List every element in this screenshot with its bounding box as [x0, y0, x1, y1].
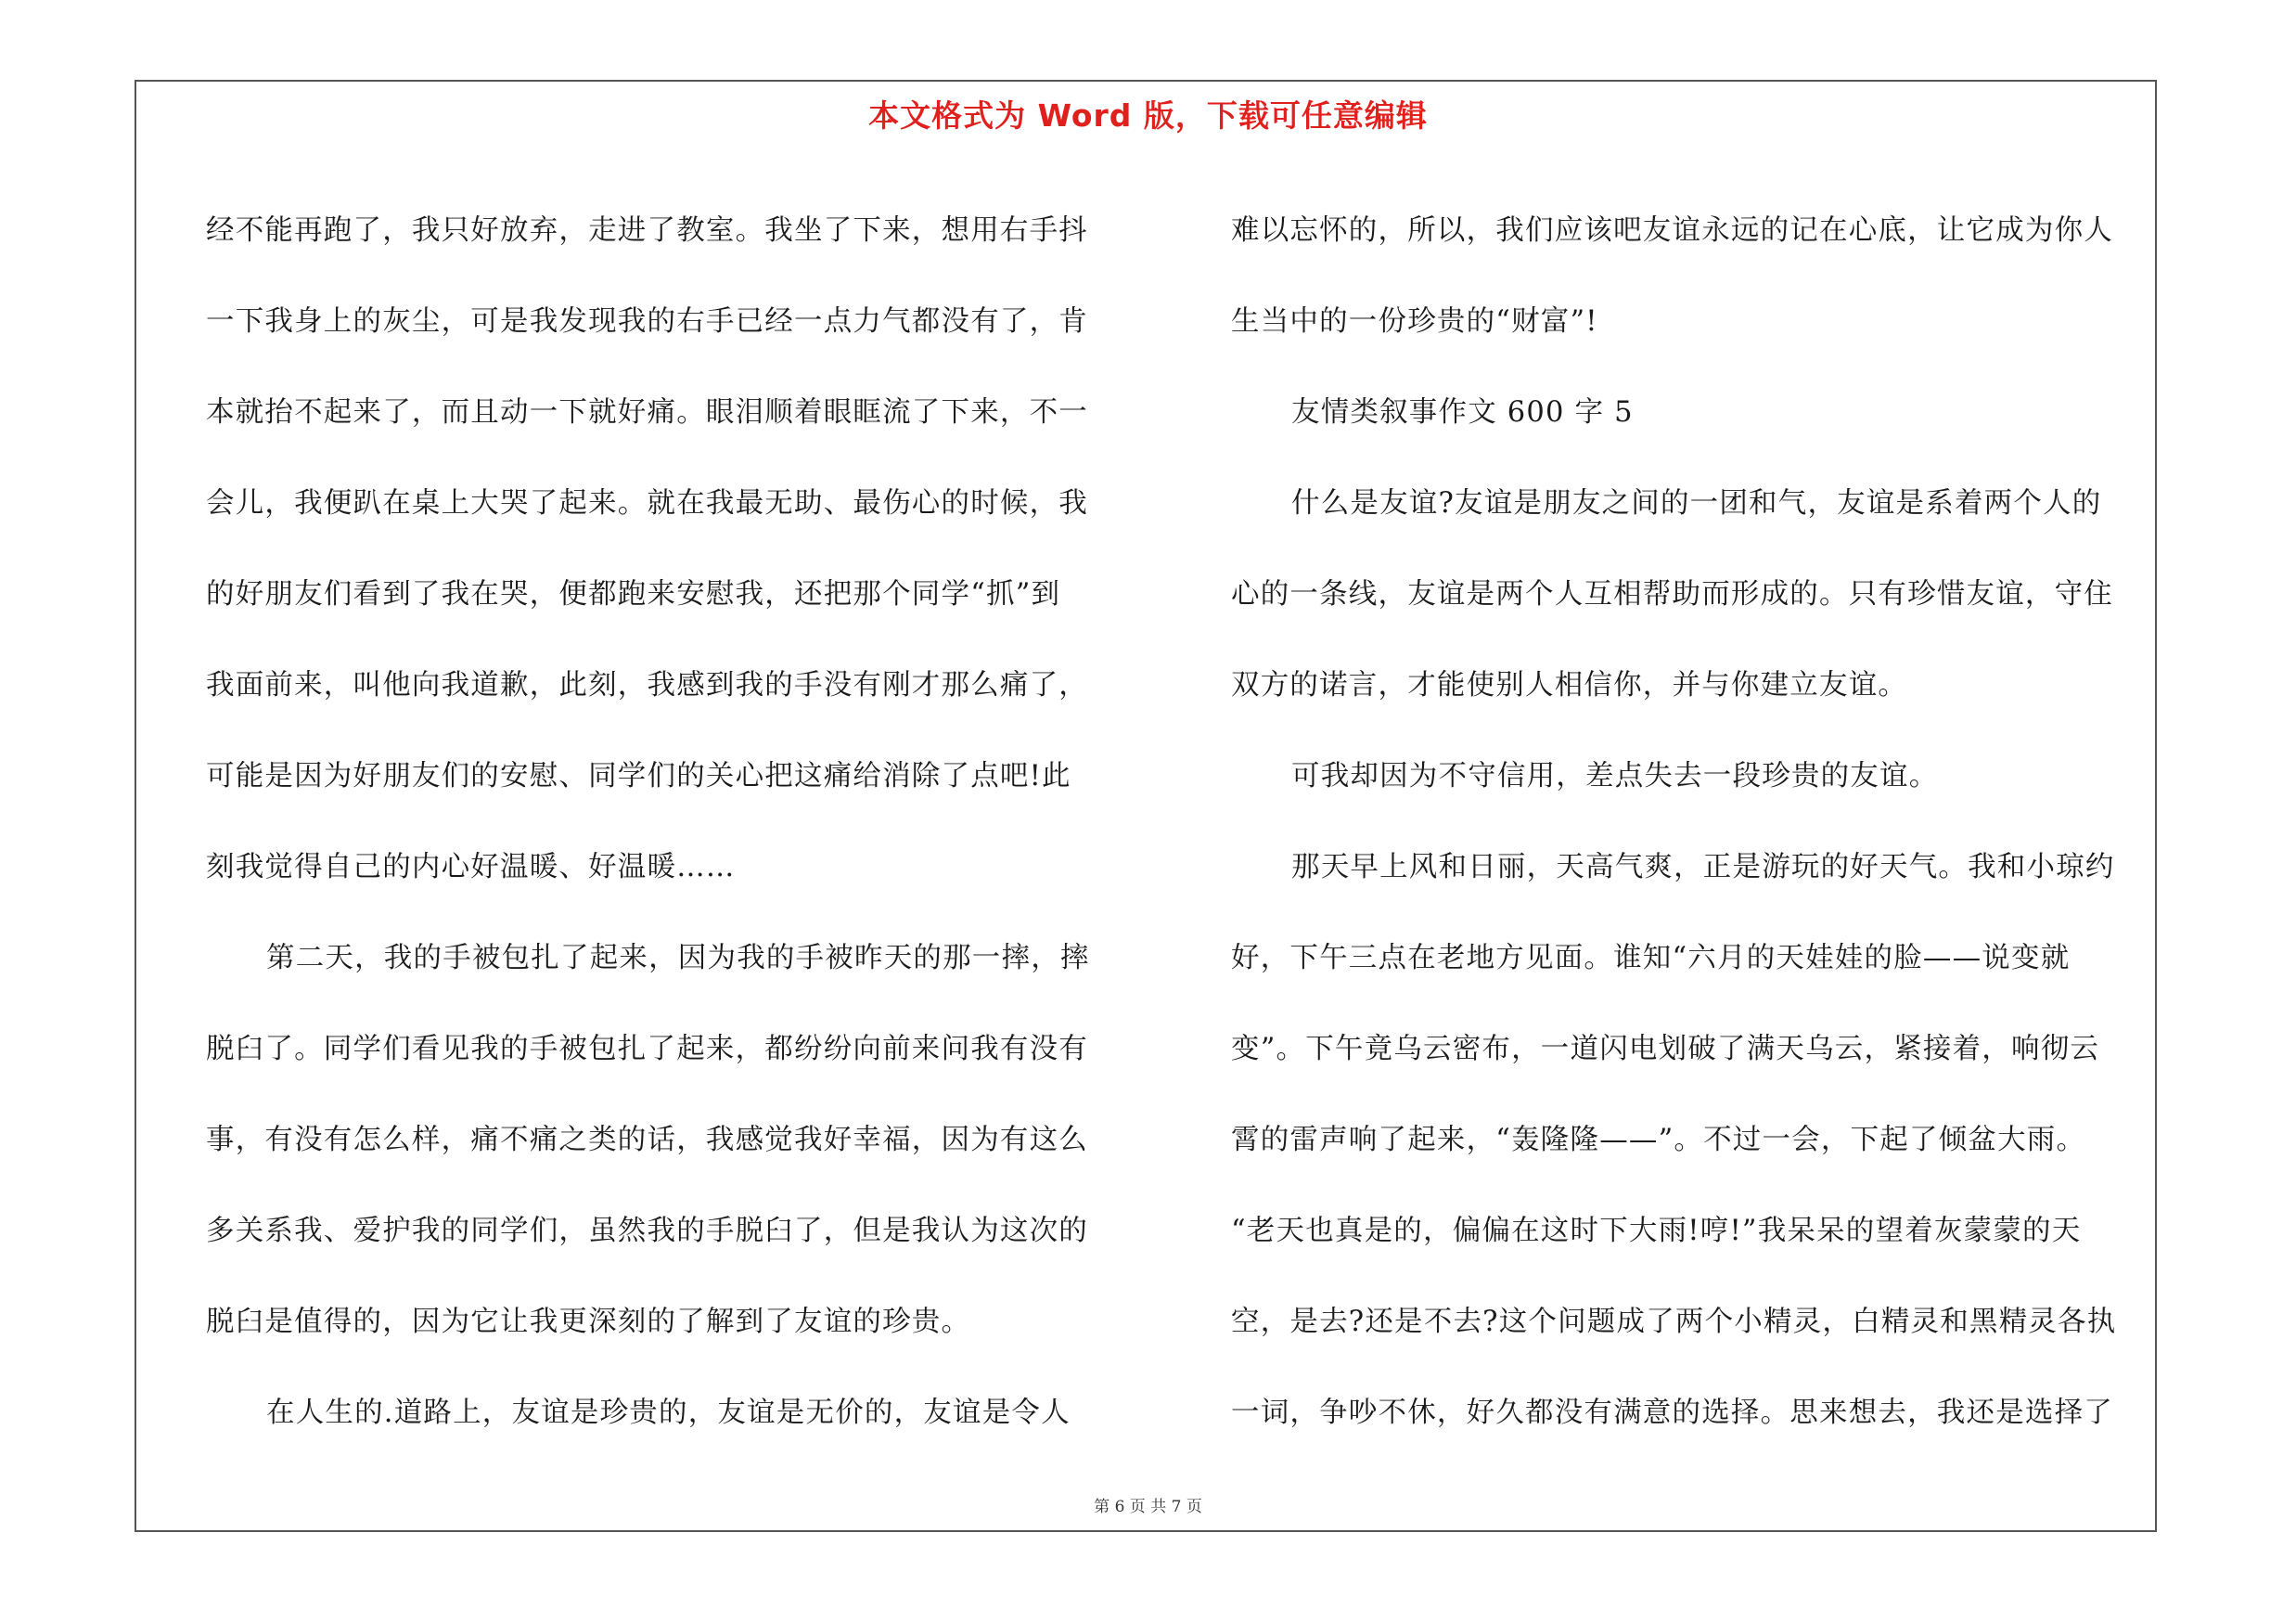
text-line: 那天早上风和日丽，天高气爽，正是游玩的好天气。我和小琼约 [1291, 851, 2115, 883]
page-number-footer: 第 6 页 共 7 页 [1094, 1498, 1202, 1516]
text-line: 第二天，我的手被包扎了起来，因为我的手被昨天的那一摔，摔 [266, 942, 1090, 974]
right-text-column [1231, 186, 2168, 1459]
text-line: 我面前来，叫他向我道歉，此刻，我感到我的手没有刚才那么痛了， [206, 669, 1088, 702]
left-text-column [206, 186, 1143, 1459]
text-line: 一词，争吵不休，好久都没有满意的选择。思来想去，我还是选择了 [1231, 1397, 2113, 1429]
text-line: 脱臼是值得的，因为它让我更深刻的了解到了友谊的珍贵。 [206, 1306, 971, 1338]
text-line: 在人生的.道路上，友谊是珍贵的，友谊是无价的，友谊是令人 [266, 1397, 1071, 1429]
text-line: 什么是友谊?友谊是朋友之间的一团和气，友谊是系着两个人的 [1291, 487, 2102, 520]
text-line: 本就抬不起来了，而且动一下就好痛。眼泪顺着眼眶流了下来，不一 [206, 396, 1088, 429]
text-line: 的好朋友们看到了我在哭，便都跑来安慰我，还把那个同学“抓”到 [206, 578, 1061, 611]
text-line: 刻我觉得自己的内心好温暖、好温暖…… [206, 851, 736, 883]
text-line: 一下我身上的灰尘，可是我发现我的右手已经一点力气都没有了，肯 [206, 305, 1088, 338]
text-line: 经不能再跑了，我只好放弃，走进了教室。我坐了下来，想用右手抖 [206, 214, 1088, 247]
text-line: 会儿，我便趴在桌上大哭了起来。就在我最无助、最伤心的时候，我 [206, 487, 1088, 520]
text-line: 可我却因为不守信用，差点失去一段珍贵的友谊。 [1291, 760, 1939, 792]
text-line: 事，有没有怎么样，痛不痛之类的话，我感觉我好幸福，因为有这么 [206, 1124, 1088, 1156]
text-line: 心的一条线，友谊是两个人互相帮助而形成的。只有珍惜友谊，守住 [1231, 578, 2113, 611]
text-line: 双方的诺言，才能使别人相信你，并与你建立友谊。 [1231, 669, 1908, 702]
text-line: 空，是去?还是不去?这个问题成了两个小精灵，白精灵和黑精灵各执 [1231, 1306, 2117, 1338]
text-line: 脱臼了。同学们看见我的手被包扎了起来，都纷纷向前来问我有没有 [206, 1033, 1088, 1065]
text-line: 难以忘怀的，所以，我们应该吧友谊永远的记在心底，让它成为你人 [1231, 214, 2113, 247]
text-line: “老天也真是的，偏偏在这时下大雨!哼!”我呆呆的望着灰蒙蒙的天 [1231, 1215, 2082, 1247]
text-line: 可能是因为好朋友们的安慰、同学们的关心把这痛给消除了点吧!此 [206, 760, 1071, 792]
text-line: 好，下午三点在老地方见面。谁知“六月的天娃娃的脸——说变就 [1231, 942, 2071, 974]
text-line: 多关系我、爱护我的同学们，虽然我的手脱臼了，但是我认为这次的 [206, 1215, 1088, 1247]
text-line: 生当中的一份珍贵的“财富”! [1231, 305, 1598, 338]
text-line: 变”。下午竟乌云密布，一道闪电划破了满天乌云，紧接着，响彻云 [1231, 1033, 2100, 1065]
format-banner: 本文格式为 Word 版，下载可任意编辑 [868, 97, 1428, 134]
text-line: 霄的雷声响了起来，“轰隆隆——”。不过一会，下起了倾盆大雨。 [1231, 1124, 2086, 1156]
text-line: 友情类叙事作文 600 字 5 [1291, 396, 1634, 429]
